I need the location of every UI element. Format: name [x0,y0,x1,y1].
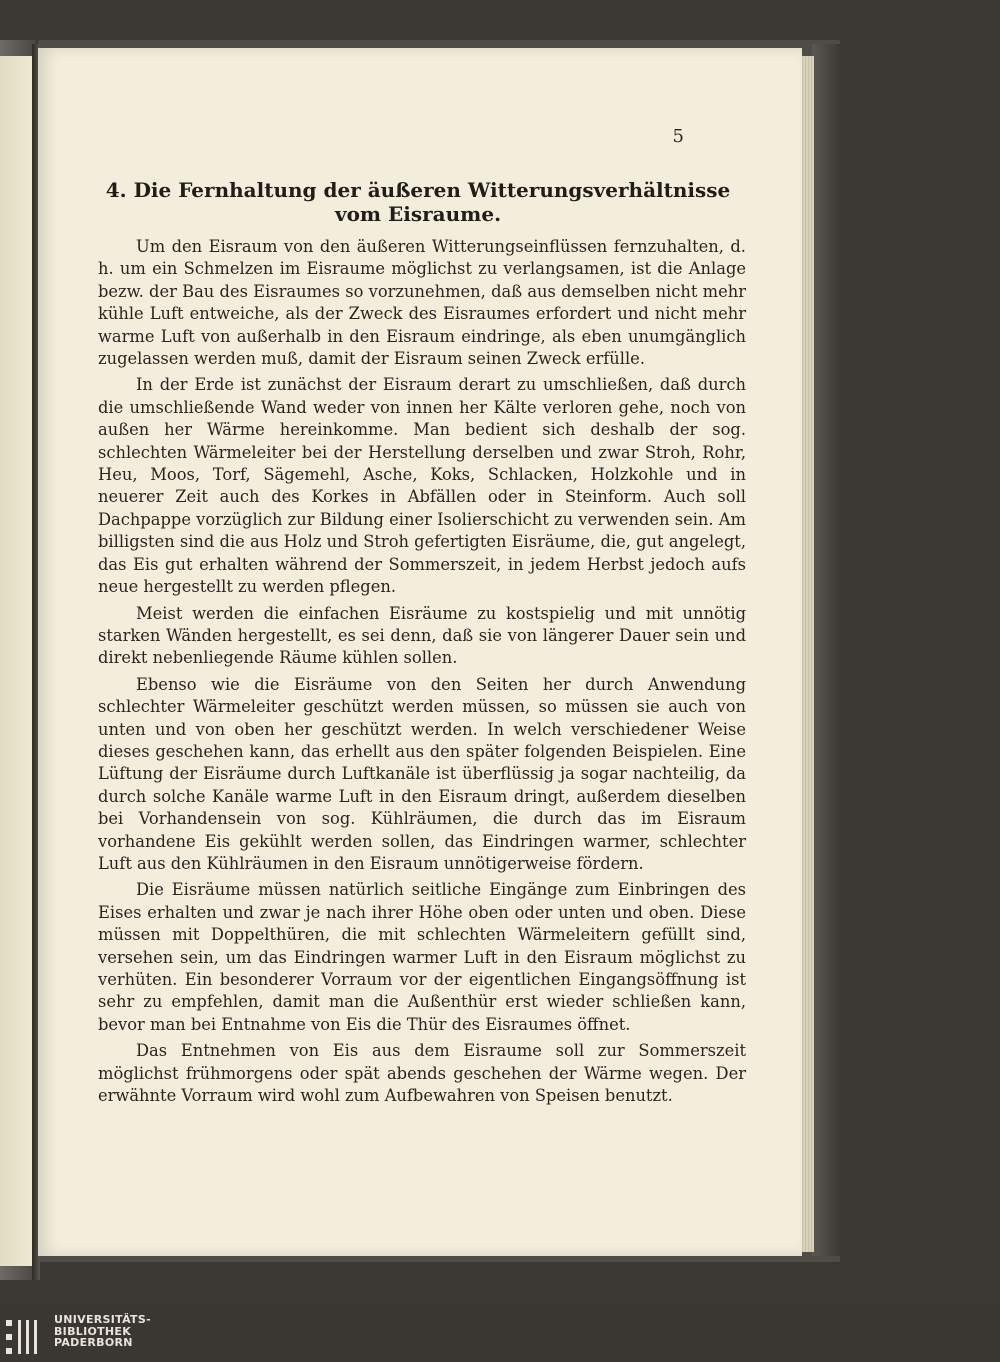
paragraph: In der Erde ist zunächst der Eisraum derart zu umschließen, daß durch die umschließende Wand weder von innen her Kälte verloren gehe, noch von außen her Wärme hereinkomme. Man bedient sich deshalb der sog. schlechten Wärmeleiter bei der Herstellung derselben und zwar Stroh, Rohr, Heu, Moos, Torf, Sägemehl, Asche, Koks, Schlacken, Holzkohle und in neuerer Zeit auch des Korkes in Abfällen oder in Steinform. Auch soll Dachpappe vorzüglich zur Bildung einer Isolierschicht zu verwenden sein. Am billigsten sind die aus Holz und Stroh gefertigten Eisräume, die, gut angelegt, das Eis gut erhalten während der Sommerszeit, in jedem Herbst jedoch aufs neue hergestellt zu werden pflegen. [98,375,746,597]
page-stack-edges [800,56,814,1252]
book-page [38,48,802,1256]
heading-line-2: vom Eisraume. [334,202,502,226]
library-logo-icon [4,1316,44,1358]
page-number: 5 [672,126,684,147]
logo-line-3: PADERBORN [54,1336,133,1349]
logo-line-2: BIBLIOTHEK [54,1324,132,1338]
library-logo-text [54,1314,151,1349]
paragraph: Meist werden die einfachen Eisräume zu kostspielig und mit unnötig starken Wänden hergestellt, es sei denn, daß sie von längerer Dauer sein und direkt nebenliegende Räume kühlen sollen. [98,603,746,668]
paragraph: Ebenso wie die Eisräume von den Seiten her durch Anwendung schlechter Wärmeleiter geschützt werden müssen, so müssen sie auch von unten und von oben her geschützt werden. In welch verschiedener Weise dieses geschehen kann, das erhellt aus den später folgenden Beispielen. Eine Lüftung der Eisräume durch Luftkanäle ist überflüssig ja sogar nachteilig, da durch solche Kanäle warme Luft in den Eisraum dringt, außerdem dieselben bei Vorhandensein von sog. Kühlräumen, die durch das im Eisraum vorhandene Eis gekühlt werden sollen, das Eindringen warmer, schlechter Luft aus den Kühlräumen in den Eisraum unnötigerweise fördern. [98,674,746,873]
body-text [98,236,746,1111]
paragraph: Um den Eisraum von den äußeren Witterungseinflüssen fernzuhalten, d. h. um ein Schmelzen im Eisraume möglichst zu verlangsamen, ist die Anlage bezw. der Bau des Eisraumes so vorzunehmen, daß aus demselben nicht mehr kühle Luft entweiche, als der Zweck des Eisraumes erfordert und nicht mehr warme Luft von außerhalb in den Eisraum eindringe, als eben unumgänglich zugelassen werden muß, damit der Eisraum seinen Zweck erfülle. [98,237,746,369]
paragraph: Die Eisräume müssen natürlich seitliche Eingänge zum Einbringen des Eises erhalten und zwar je nach ihrer Höhe oben oder unten und oben. Diese müssen mit Doppelthüren, die mit schlechten Wärmeleitern gefüllt sind, versehen sein, um das Eindringen warmer Luft in den Eisraum möglichst zu verhüten. Ein besonderer Vorraum vor der eigentlichen Eingangsöffnung ist sehr zu empfehlen, damit man die Außenthür erst wieder schließen kann, bevor man bei Entnahme von Eis die Thür des Eisraumes öffnet. [98,880,746,1034]
logo-line-1: UNIVERSITÄTS- [54,1313,151,1326]
paragraph: Das Entnehmen von Eis aus dem Eisraume soll zur Sommerszeit möglichst frühmorgens oder spät abends geschehen der Wärme wegen. Der erwähnte Vorraum wird wohl zum Aufbewahren von Speisen benutzt. [98,1041,746,1106]
left-page-edge [0,56,36,1266]
cover-spine-edge [812,44,842,1256]
section-heading [98,178,738,226]
heading-line-1: 4. Die Fernhaltung der äußeren Witterungsverhältnisse [105,178,731,202]
